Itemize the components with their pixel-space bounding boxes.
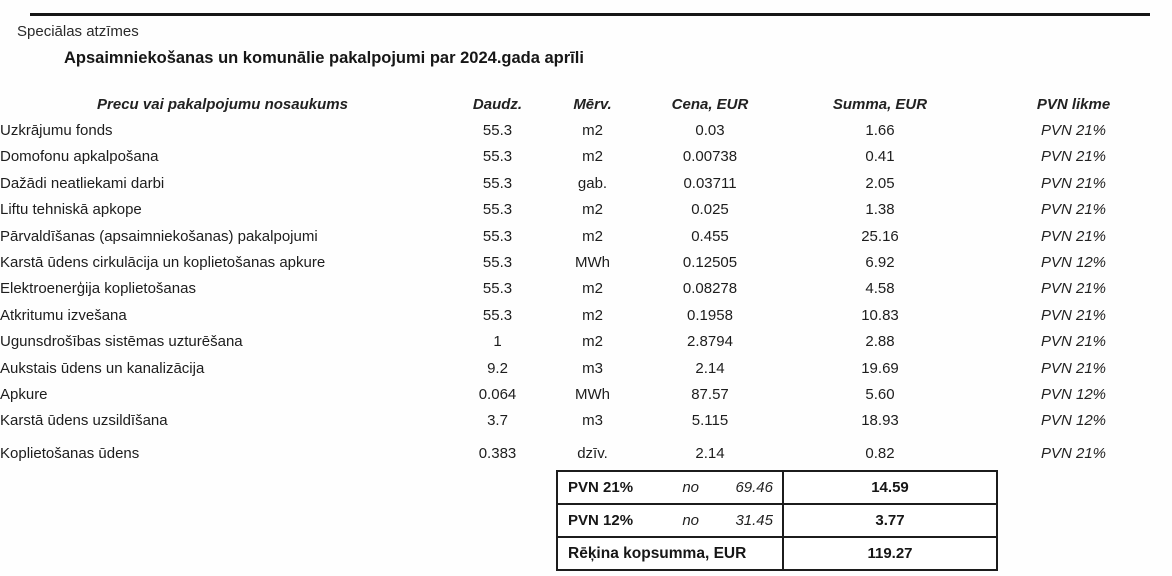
unit-cell: m3 [582,412,603,430]
column-header-quantity: Daudz. [472,95,523,113]
quantity-cell: 1 [493,333,502,351]
vat-rate-cell: PVN 21% [1040,201,1107,219]
price-cell: 0.08278 [682,280,738,298]
table-row [0,117,1172,143]
quantity-cell: 55.3 [482,254,513,272]
sum-cell: 2.05 [865,174,895,192]
top-horizontal-rule [30,13,1150,16]
vat-21-base-amount: 69.46 [735,479,773,496]
sum-cell: 1.38 [865,201,895,219]
page-title: Apsaimniekošanas un komunālie pakalpojumi par 2024.gada aprīli [64,49,584,67]
price-cell: 0.12505 [682,254,738,272]
sum-cell: 4.58 [865,280,895,298]
service-name-cell: Apkure [0,385,48,403]
sum-cell: 0.82 [865,444,895,462]
service-name-cell: Karstā ūdens cirkulācija un koplietošanas apkure [0,254,326,272]
table-header-row [0,91,1172,117]
table-row [0,355,1172,381]
vat-21-no-label: no [682,479,699,496]
quantity-cell: 55.3 [482,280,513,298]
quantity-cell: 0.383 [478,444,517,462]
special-notes-label: Speciālas atzīmes [17,23,139,40]
sum-cell: 18.93 [861,412,899,430]
service-name-cell: Dažādi neatliekami darbi [0,174,165,192]
unit-cell: dzīv. [577,444,608,462]
table-row [0,197,1172,223]
table-row [0,223,1172,249]
service-name-cell: Koplietošanas ūdens [0,444,140,462]
vat-rate-cell: PVN 21% [1040,227,1107,245]
table-row [0,144,1172,170]
vat-rate-cell: PVN 12% [1040,385,1107,403]
column-header-name: Precu vai pakalpojumu nosaukums [97,95,348,113]
table-row [0,249,1172,275]
price-cell: 87.57 [691,385,729,403]
unit-cell: gab. [577,174,608,192]
service-name-cell: Elektroenerģija koplietošanas [0,280,196,298]
unit-cell: m2 [582,280,603,298]
unit-cell: m2 [582,122,603,140]
quantity-cell: 55.3 [482,201,513,219]
sum-cell: 10.83 [861,306,899,324]
unit-cell: m2 [582,227,603,245]
vat-12-summary-row [558,503,996,536]
quantity-cell: 55.3 [482,122,513,140]
unit-cell: MWh [575,254,610,272]
quantity-cell: 55.3 [482,148,513,166]
vat-rate-cell: PVN 21% [1040,306,1107,324]
price-cell: 0.03711 [683,174,737,192]
vat-rate-cell: PVN 21% [1040,280,1107,298]
sum-cell: 2.88 [865,333,895,351]
unit-cell: m3 [582,359,603,377]
quantity-cell: 55.3 [482,174,513,192]
price-cell: 0.03 [695,122,725,140]
unit-cell: m2 [582,148,603,166]
vat-21-label: PVN 21% [568,479,634,496]
price-cell: 5.115 [691,412,729,430]
invoice-total-label: Rēķina kopsumma, EUR [568,544,747,562]
vat-rate-cell: PVN 12% [1040,412,1107,430]
service-name-cell: Uzkrājumu fonds [0,122,113,140]
vat-12-amount: 3.77 [875,512,905,529]
column-header-sum: Summa, EUR [832,95,928,113]
price-cell: 2.14 [695,444,725,462]
price-cell: 0.025 [691,201,729,219]
service-name-cell: Karstā ūdens uzsildīšana [0,412,168,430]
vat-12-no-label: no [682,512,699,529]
unit-cell: m2 [582,201,603,219]
service-name-cell: Ugunsdrošības sistēmas uzturēšana [0,333,243,351]
vat-rate-cell: PVN 21% [1040,333,1107,351]
table-row [0,408,1172,434]
table-row [0,434,1172,466]
table-row [0,276,1172,302]
sum-cell: 6.92 [865,254,895,272]
column-header-vat-rate: PVN likme [1036,95,1111,113]
vat-rate-cell: PVN 12% [1040,254,1107,272]
vat-summary-table [556,470,998,571]
service-name-cell: Aukstais ūdens un kanalizācija [0,359,205,377]
invoice-total-row [558,536,996,569]
vat-rate-cell: PVN 21% [1040,444,1107,462]
table-row [0,381,1172,407]
vat-rate-cell: PVN 21% [1040,174,1107,192]
quantity-cell: 55.3 [482,306,513,324]
unit-cell: m2 [582,306,603,324]
price-cell: 0.00738 [682,148,738,166]
services-table [0,91,1172,466]
invoice-total-amount: 119.27 [867,545,913,562]
quantity-cell: 55.3 [482,227,513,245]
quantity-cell: 0.064 [478,385,517,403]
service-name-cell: Domofonu apkalpošana [0,148,159,166]
sum-cell: 25.16 [861,227,899,245]
service-name-cell: Pārvaldīšanas (apsaimniekošanas) pakalpojumi [0,227,318,245]
sum-cell: 19.69 [861,359,899,377]
unit-cell: MWh [575,385,610,403]
vat-rate-cell: PVN 21% [1040,359,1107,377]
table-row [0,170,1172,196]
vat-21-amount: 14.59 [871,479,909,496]
price-cell: 2.14 [695,359,725,377]
table-row [0,329,1172,355]
vat-rate-cell: PVN 21% [1040,148,1107,166]
quantity-cell: 3.7 [487,412,508,430]
vat-12-label: PVN 12% [568,512,634,529]
vat-21-summary-row [558,472,996,503]
service-name-cell: Atkritumu izvešana [0,306,127,324]
unit-cell: m2 [582,333,603,351]
sum-cell: 1.66 [865,122,895,140]
column-header-price: Cena, EUR [671,95,749,113]
quantity-cell: 9.2 [487,359,508,377]
price-cell: 0.1958 [687,306,733,324]
price-cell: 0.455 [691,227,729,245]
price-cell: 2.8794 [687,333,733,351]
service-rows [0,117,1172,466]
service-name-cell: Liftu tehniskā apkope [0,201,142,219]
sum-cell: 5.60 [865,385,895,403]
table-row [0,302,1172,328]
column-header-unit: Mērv. [573,95,612,113]
vat-12-base-amount: 31.45 [735,512,773,529]
sum-cell: 0.41 [865,148,895,166]
vat-rate-cell: PVN 21% [1040,122,1107,140]
